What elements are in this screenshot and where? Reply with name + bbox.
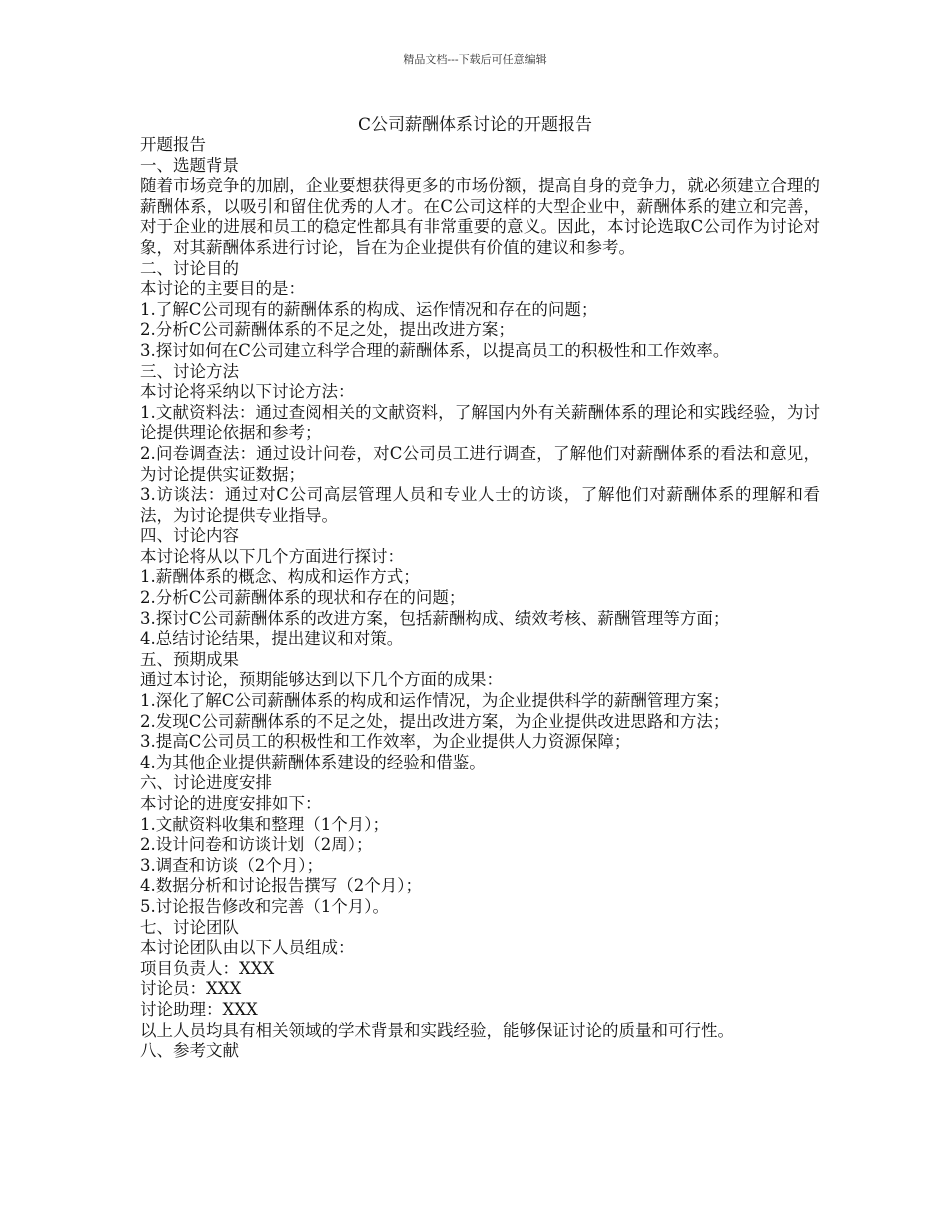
section-heading-outcomes: 五、预期成果 [140,649,239,669]
list-item-purpose-3: 3.探讨如何在C公司建立科学合理的薪酬体系，以提高员工的积极性和工作效率。 [140,340,730,360]
team-member-researcher: 讨论员：XXX [140,979,242,999]
document-body [140,135,820,1062]
section-heading-references: 八、参考文献 [140,1041,239,1061]
list-item-method-1: 1.文献资料法：通过查阅相关的文献资料，了解国内外有关薪酬体系的理论和实践经验，为讨论提供理论依据和参考； [140,402,820,443]
page-header-watermark: 精品文档---下载后可任意编辑 [403,53,547,66]
list-item-outcome-4: 4.为其他企业提供薪酬体系建设的经验和借鉴。 [140,752,486,772]
list-item-content-2: 2.分析C公司薪酬体系的现状和存在的问题； [140,588,466,608]
list-item-content-4: 4.总结讨论结果，提出建议和对策。 [140,629,404,649]
list-item-purpose-1: 1.了解C公司现有的薪酬体系的构成、运作情况和存在的问题； [140,299,598,319]
section-label-report: 开题报告 [140,135,206,154]
paragraph-purpose-intro: 本讨论的主要目的是： [140,279,305,299]
list-item-outcome-2: 2.发现C公司薪酬体系的不足之处，提出改进方案，为企业提供改进思路和方法； [140,711,730,731]
list-item-purpose-2: 2.分析C公司薪酬体系的不足之处，提出改进方案； [140,320,515,340]
paragraph-team-summary: 以上人员均具有相关领域的学术背景和实践经验，能够保证讨论的质量和可行性。 [140,1020,734,1040]
team-member-leader: 项目负责人：XXX [140,958,275,978]
list-item-method-3: 3.访谈法：通过对C公司高层管理人员和专业人士的访谈，了解他们对薪酬体系的理解和看法，为讨论提供专业指导。 [140,485,820,525]
list-item-content-3: 3.探讨C公司薪酬体系的改进方案，包括薪酬构成、绩效考核、薪酬管理等方面； [140,608,730,628]
paragraph-methods-intro: 本讨论将采纳以下讨论方法： [140,382,355,402]
team-member-assistant: 讨论助理：XXX [140,999,258,1019]
section-heading-purpose: 二、讨论目的 [140,258,239,278]
list-item-schedule-5: 5.讨论报告修改和完善（1个月）。 [140,896,389,916]
paragraph-schedule-intro: 本讨论的进度安排如下： [140,794,322,813]
list-item-schedule-4: 4.数据分析和讨论报告撰写（2个月）； [140,876,422,896]
paragraph-team-intro: 本讨论团队由以下人员组成： [140,938,355,958]
section-heading-methods: 三、讨论方法 [140,361,239,381]
list-item-schedule-1: 1.文献资料收集和整理（1个月）； [140,814,389,834]
section-heading-team: 七、讨论团队 [140,917,239,937]
paragraph-background: 随着市场竞争的加剧，企业要想获得更多的市场份额，提高自身的竞争力，就必须建立合理的薪酬体系，以吸引和留住优秀的人才。在C公司这样的大型企业中，薪酬体系的建立和完善，对于企业的进展和员工的稳定性都具有非常重要的意义。因此，本讨论选取C公司作为讨论对象，对其薪酬体系进行讨论，旨在为企业提供有价值的建议和参考。 [140,176,820,257]
paragraph-content-intro: 本讨论将从以下几个方面进行探讨： [140,546,404,566]
list-item-content-1: 1.薪酬体系的概念、构成和运作方式； [140,567,420,587]
list-item-schedule-3: 3.调查和访谈（2个月）； [140,855,323,875]
list-item-outcome-1: 1.深化了解C公司薪酬体系的构成和运作情况，为企业提供科学的薪酬管理方案； [140,691,730,711]
section-heading-schedule: 六、讨论进度安排 [140,773,272,793]
list-item-schedule-2: 2.设计问卷和访谈计划（2周）； [140,835,373,855]
paragraph-outcomes-intro: 通过本讨论，预期能够达到以下几个方面的成果： [140,670,503,690]
list-item-outcome-3: 3.提高C公司员工的积极性和工作效率，为企业提供人力资源保障； [140,732,631,752]
section-heading-background: 一、选题背景 [140,155,239,175]
document-title: C公司薪酬体系讨论的开题报告 [357,115,592,135]
list-item-method-2: 2.问卷调查法：通过设计问卷，对C公司员工进行调查，了解他们对薪酬体系的看法和意见，为讨论提供实证数据； [140,443,820,484]
section-heading-content: 四、讨论内容 [140,526,239,546]
